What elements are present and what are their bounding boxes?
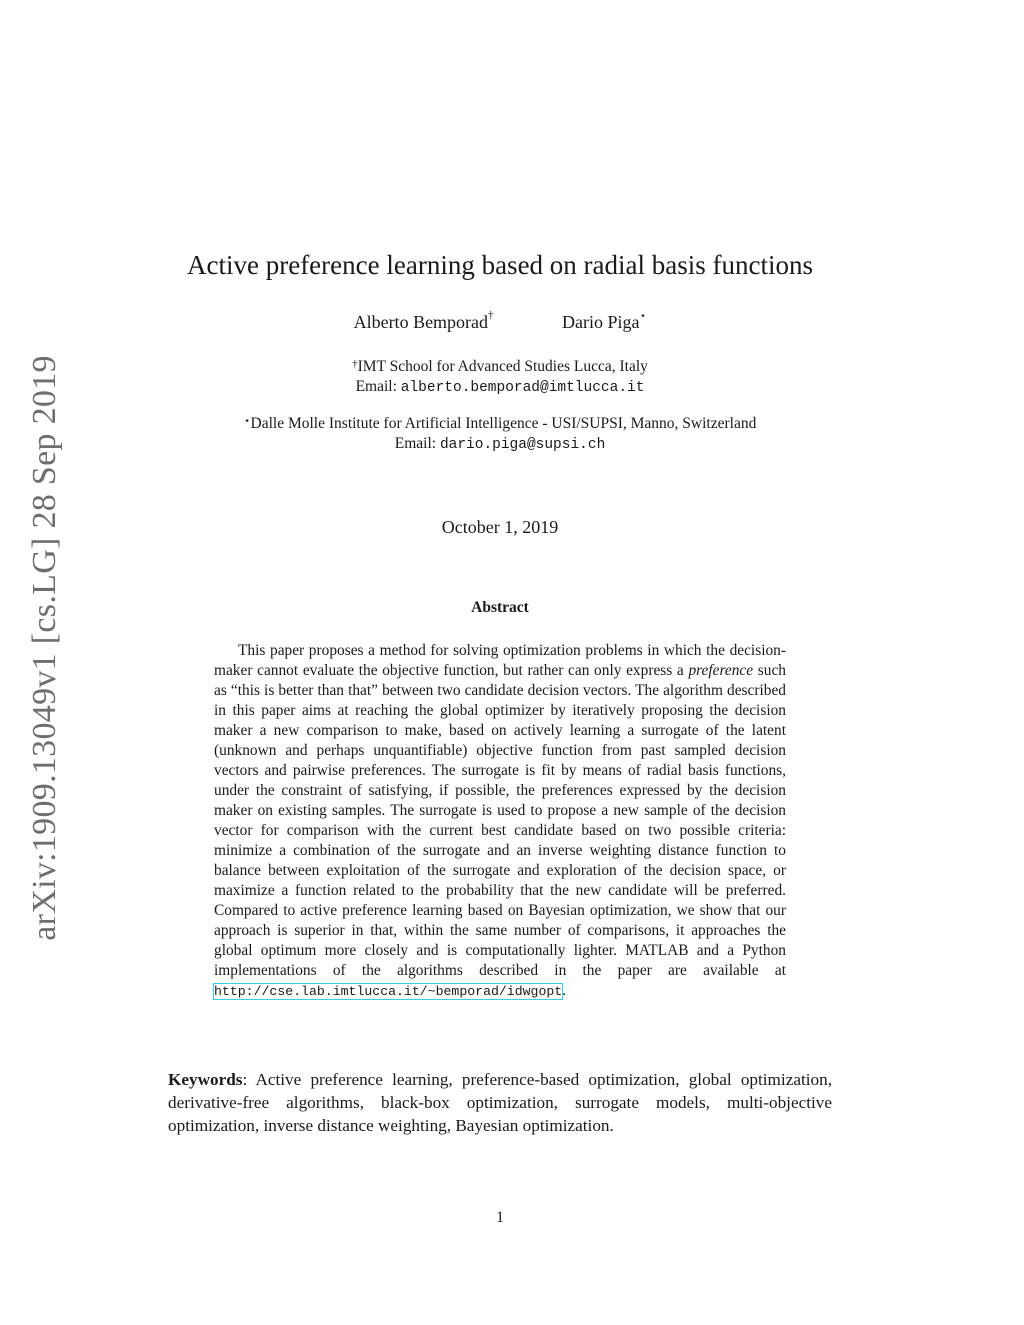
code-repository-link[interactable]: http://cse.lab.imtlucca.it/~bemporad/idwgopt xyxy=(214,984,563,999)
keywords-list: Active preference learning, preference-based optimization, global optimization, derivative-free algorithms, black-box optimization, surrogate models, multi-objective optimization, inverse distance weighting, Bayesian optimization. xyxy=(168,1070,832,1135)
author-bemporad xyxy=(353,309,494,333)
email-address: dario.piga@supsi.ch xyxy=(439,437,606,453)
arxiv-identifier-stamp: arXiv:1909.13049v1 [cs.LG] 28 Sep 2019 xyxy=(26,355,63,941)
affiliation-mark: ⋆ xyxy=(639,310,647,322)
affiliation-email xyxy=(0,434,1000,455)
abstract-emphasis: preference xyxy=(688,662,754,679)
keywords-section xyxy=(168,1068,832,1137)
affiliation-mark: † xyxy=(352,358,358,370)
affiliation-mark: ⋆ xyxy=(243,415,251,427)
email-label: Email: xyxy=(355,378,401,395)
affiliation-idsia xyxy=(0,414,1000,455)
keywords-separator: : xyxy=(242,1070,256,1089)
abstract-heading: Abstract xyxy=(471,599,529,616)
institution-name: Dalle Molle Institute for Artificial Intelligence - USI/SUPSI, Manno, Switzerland xyxy=(250,415,757,432)
publication-date: October 1, 2019 xyxy=(441,517,559,537)
page-number: 1 xyxy=(496,1209,504,1226)
institution-name: IMT School for Advanced Studies Lucca, Italy xyxy=(357,358,648,375)
abstract-text: such as “this is better than that” between two candidate decision vectors. The algorithm described in this paper aims at reaching the global optimizer by iteratively proposing the decision maker a new comparison to make, based on actively learning a surrogate of the latent (unknown and perhaps unquantifiable) objective function from past sampled decision vectors and pairwise preferences. The surrogate is fit by means of radial basis functions, under the constraint of satisfying, if possible, the preferences expressed by the decision maker on existing samples. The surrogate is used to propose a new sample of the decision vector for comparison with the current best candidate based on two possible criteria: minimize a combination of the surrogate and an inverse weighting distance function to balance between exploitation of the surrogate and exploration of the decision space, or maximize a function related to the probability that the new candidate will be preferred. Compared to active preference learning based on Bayesian optimization, we show that our approach is superior in that, within the same number of comparisons, it approaches the global optimum more closely and is computationally lighter. MATLAB and a Python implementations of the algorithms described in the paper are available at xyxy=(214,662,786,979)
affiliation-institution xyxy=(0,357,1000,377)
author-piga xyxy=(562,312,646,333)
keywords-label: Keywords xyxy=(168,1070,243,1089)
abstract-body xyxy=(214,641,786,1002)
email-label: Email: xyxy=(394,435,440,452)
author-list xyxy=(0,309,1000,333)
author-name: Dario Piga xyxy=(562,312,640,332)
paper-title: Active preference learning based on radial basis functions xyxy=(187,250,813,280)
affiliation-imt xyxy=(0,357,1000,398)
affiliation-mark: † xyxy=(488,309,494,321)
author-name: Alberto Bemporad xyxy=(353,312,489,332)
abstract-text-end: . xyxy=(562,982,567,999)
abstract-text: This paper proposes a method for solving optimization problems in which the decision-maker cannot evaluate the objective function, but rather can only express a xyxy=(214,642,786,679)
affiliation-institution xyxy=(0,414,1000,434)
affiliation-email xyxy=(0,377,1000,398)
email-address: alberto.bemporad@imtlucca.it xyxy=(400,380,645,396)
